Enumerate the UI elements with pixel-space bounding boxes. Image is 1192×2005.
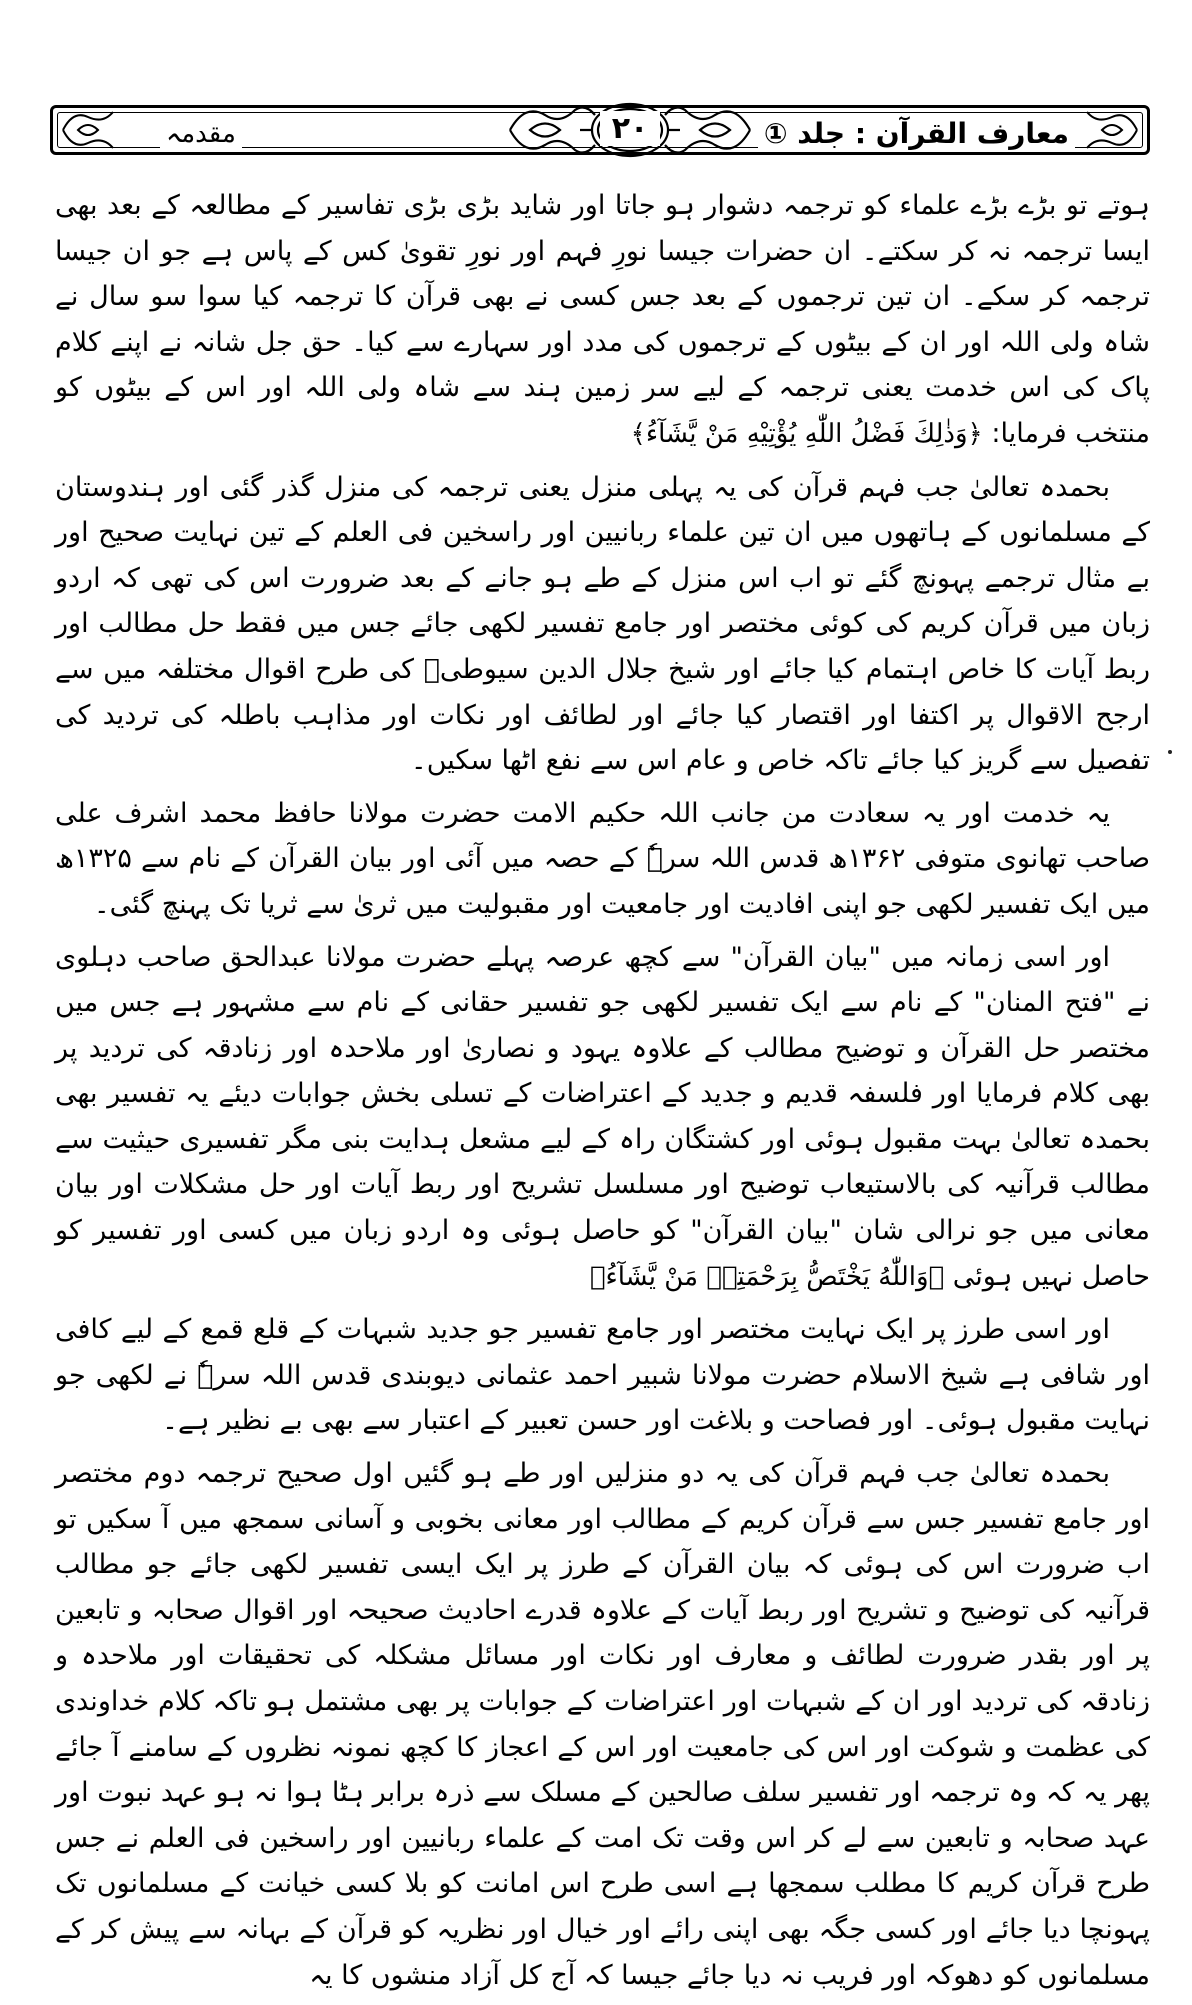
paragraph-text: یہ خدمت اور یہ سعادت من جانب اللہ حکیم الامت حضرت مولانا حافظ محمد اشرف علی صاحب تھانوی متوفی ۱۳۶۲ھ قدس اللہ سرہٗ کے حصہ میں آئی اور بیان القرآن کے نام سے ۱۳۲۵ھ میں ایک تفسیر لکھی جو اپنی افادیت اور جامعیت اور مقبولیت میں ثریٰ سے ثریا تک پہنچ گئی۔	[55, 797, 1151, 920]
quranic-verse: ﴿وَذٰلِكَ فَضْلُ اللّٰهِ يُؤْتِيْهِ مَنْ يَّشَآءُ﴾	[630, 418, 983, 449]
paragraph-3	[55, 791, 1150, 928]
running-title: معارف القرآن : جلد ①	[758, 117, 1075, 150]
paragraph-5	[55, 1307, 1150, 1444]
paragraph-6	[55, 1451, 1150, 1998]
section-title: مقدمہ	[160, 119, 242, 149]
paragraph-text: اور اسی زمانہ میں "بیان القرآن" سے کچھ عرصہ پہلے حضرت مولانا عبدالحق صاحب دہلوی نے "فتح المنان" کے نام سے ایک تفسیر لکھی جو تفسیر حقانی کے نام سے مشہور ہے جس میں مختصر حل القرآن و توضیح مطالب کے علاوہ یہود و نصاریٰ اور ملاحدہ اور زنادقہ کی تردید پر بھی کلام فرمایا اور فلسفہ قدیم و جدید کے اعتراضات کے تسلی بخش جوابات دیئے یہ تفسیر بھی بحمدہ تعالیٰ بہت مقبول ہوئی اور کشتگان راہ کے لیے مشعل ہدایت بنی مگر تفسیری حیثیت سے مطالب قرآنیہ کی بالاستیعاب توضیح اور مسلسل تشریح اور ربط آیات اور حل مشکلات اور بیان معانی میں جو نرالی شان "بیان القرآن" کو حاصل ہوئی وہ اردو زبان میں کسی اور تفسیر کو حاصل نہیں ہوئی	[55, 941, 1150, 1292]
paragraph-text: ہوتے تو بڑے بڑے علماء کو ترجمہ دشوار ہو جاتا اور شاید بڑی بڑی تفاسیر کے مطالعہ کے بعد بھی ایسا ترجمہ نہ کر سکتے۔ ان حضرات جیسا نورِ فہم اور نورِ تقویٰ کس کے پاس ہے جو ان جیسا ترجمہ کر سکے۔ ان تین ترجموں کے بعد جس کسی نے بھی قرآن کا ترجمہ کیا سوا سو سال نے شاہ ولی اللہ اور ان کے بیٹوں کے ترجموں کی مدد اور سہارے سے کیا۔ حق جل شانہ نے اپنے کلام پاک کی اس خدمت یعنی ترجمہ کے لیے سر زمین ہند سے شاہ ولی اللہ اور اس کے بیٹوں کو منتخب فرمایا:	[55, 190, 1150, 449]
paragraph-4	[55, 935, 1150, 1301]
quranic-verse: ﴿وَاللّٰهُ يَخْتَصُّ بِرَحْمَتِهٖ مَنْ يَّشَآءُ﴾	[589, 1261, 945, 1292]
corner-ornament-left	[58, 107, 118, 153]
paragraph-text: بحمدہ تعالیٰ جب فہم قرآن کی یہ پہلی منزل یعنی ترجمہ کی منزل گذر گئی اور ہندوستان کے مسلمانوں کے ہاتھوں میں ان تین علماء ربانیین اور راسخین فی العلم کے تین نہایت صحیح اور بے مثال ترجمے پہونچ گئے تو اب اس منزل کے طے ہو جانے کے بعد ضرورت اس کی تھی کہ اردو زبان میں قرآن کریم کی کوئی مختصر اور جامع تفسیر لکھی جائے جس میں فقط حل مطالب اور ربط آیات کا خاص اہتمام کیا جائے اور شیخ جلال الدین سیوطیؒ کی طرح اقوال مختلفہ میں سے ارجح الاقوال پر اکتفا اور اقتصار کیا جائے اور لطائف اور نکات اور مذاہب باطلہ کی تردید کی تفصیل سے گریز کیا جائے تاکہ خاص و عام اس سے نفع اٹھا سکیں۔	[55, 471, 1150, 777]
page-number: ۲۰	[600, 111, 660, 146]
scan-dot	[1168, 750, 1172, 754]
page-header	[50, 95, 1150, 165]
paragraph-2	[55, 465, 1150, 784]
corner-ornament-right	[1082, 107, 1142, 153]
paragraph-text: بحمدہ تعالیٰ جب فہم قرآن کی یہ دو منزلیں اور طے ہو گئیں اول صحیح ترجمہ دوم مختصر اور جامع تفسیر جس سے قرآن کریم کے مطالب اور معانی بخوبی و آسانی سمجھ میں آ سکیں تو اب ضرورت اس کی ہوئی کہ بیان القرآن کے طرز پر ایک ایسی تفسیر لکھی جائے جو مطالب قرآنیہ کی توضیح و تشریح اور ربط آیات کے علاوہ قدرے احادیث صحیحہ اور اقوال صحابہ و تابعین پر اور بقدر ضرورت لطائف و معارف اور نکات اور مسائل مشکلہ کی تحقیقات اور ملاحدہ و زنادقہ کی تردید اور ان کے شبہات اور اعتراضات کے جوابات پر بھی مشتمل ہو تاکہ کلام خداوندی کی عظمت و شوکت اور اس کی جامعیت اور اس کے اعجاز کا کچھ نمونہ نظروں کے سامنے آ جائے پھر یہ کہ وہ ترجمہ اور تفسیر سلف صالحین کے مسلک سے ذرہ برابر ہٹا ہوا نہ ہو عہد نبوت اور عہد صحابہ و تابعین سے لے کر اس وقت تک امت کے علماء ربانیین اور راسخین فی العلم نے جس طرح قرآن کریم کا مطلب سمجھا ہے اسی طرح اس امانت کو بلا کسی خیانت کے مسلمانوں تک پہونچا دیا جائے اور کسی جگہ بھی اپنی رائے اور خیال اور نظریہ کو قرآن کے بہانہ سے پیش کر کے مسلمانوں کو دھوکہ اور فریب نہ دیا جائے جیسا کہ آج کل آزاد منشوں کا یہ	[55, 1458, 1150, 1991]
paragraph-text: اور اسی طرز پر ایک نہایت مختصر اور جامع تفسیر جو جدید شبہات کے قلع قمع کے لیے کافی اور شافی ہے شیخ الاسلام حضرت مولانا شبیر احمد عثمانی دیوبندی قدس اللہ سرہٗ نے لکھی جو نہایت مقبول ہوئی۔ اور فصاحت و بلاغت اور حسن تعبیر کے اعتبار سے بھی بے نظیر ہے۔	[55, 1314, 1150, 1437]
paragraph-1	[55, 183, 1150, 458]
body-text	[55, 183, 1150, 2005]
